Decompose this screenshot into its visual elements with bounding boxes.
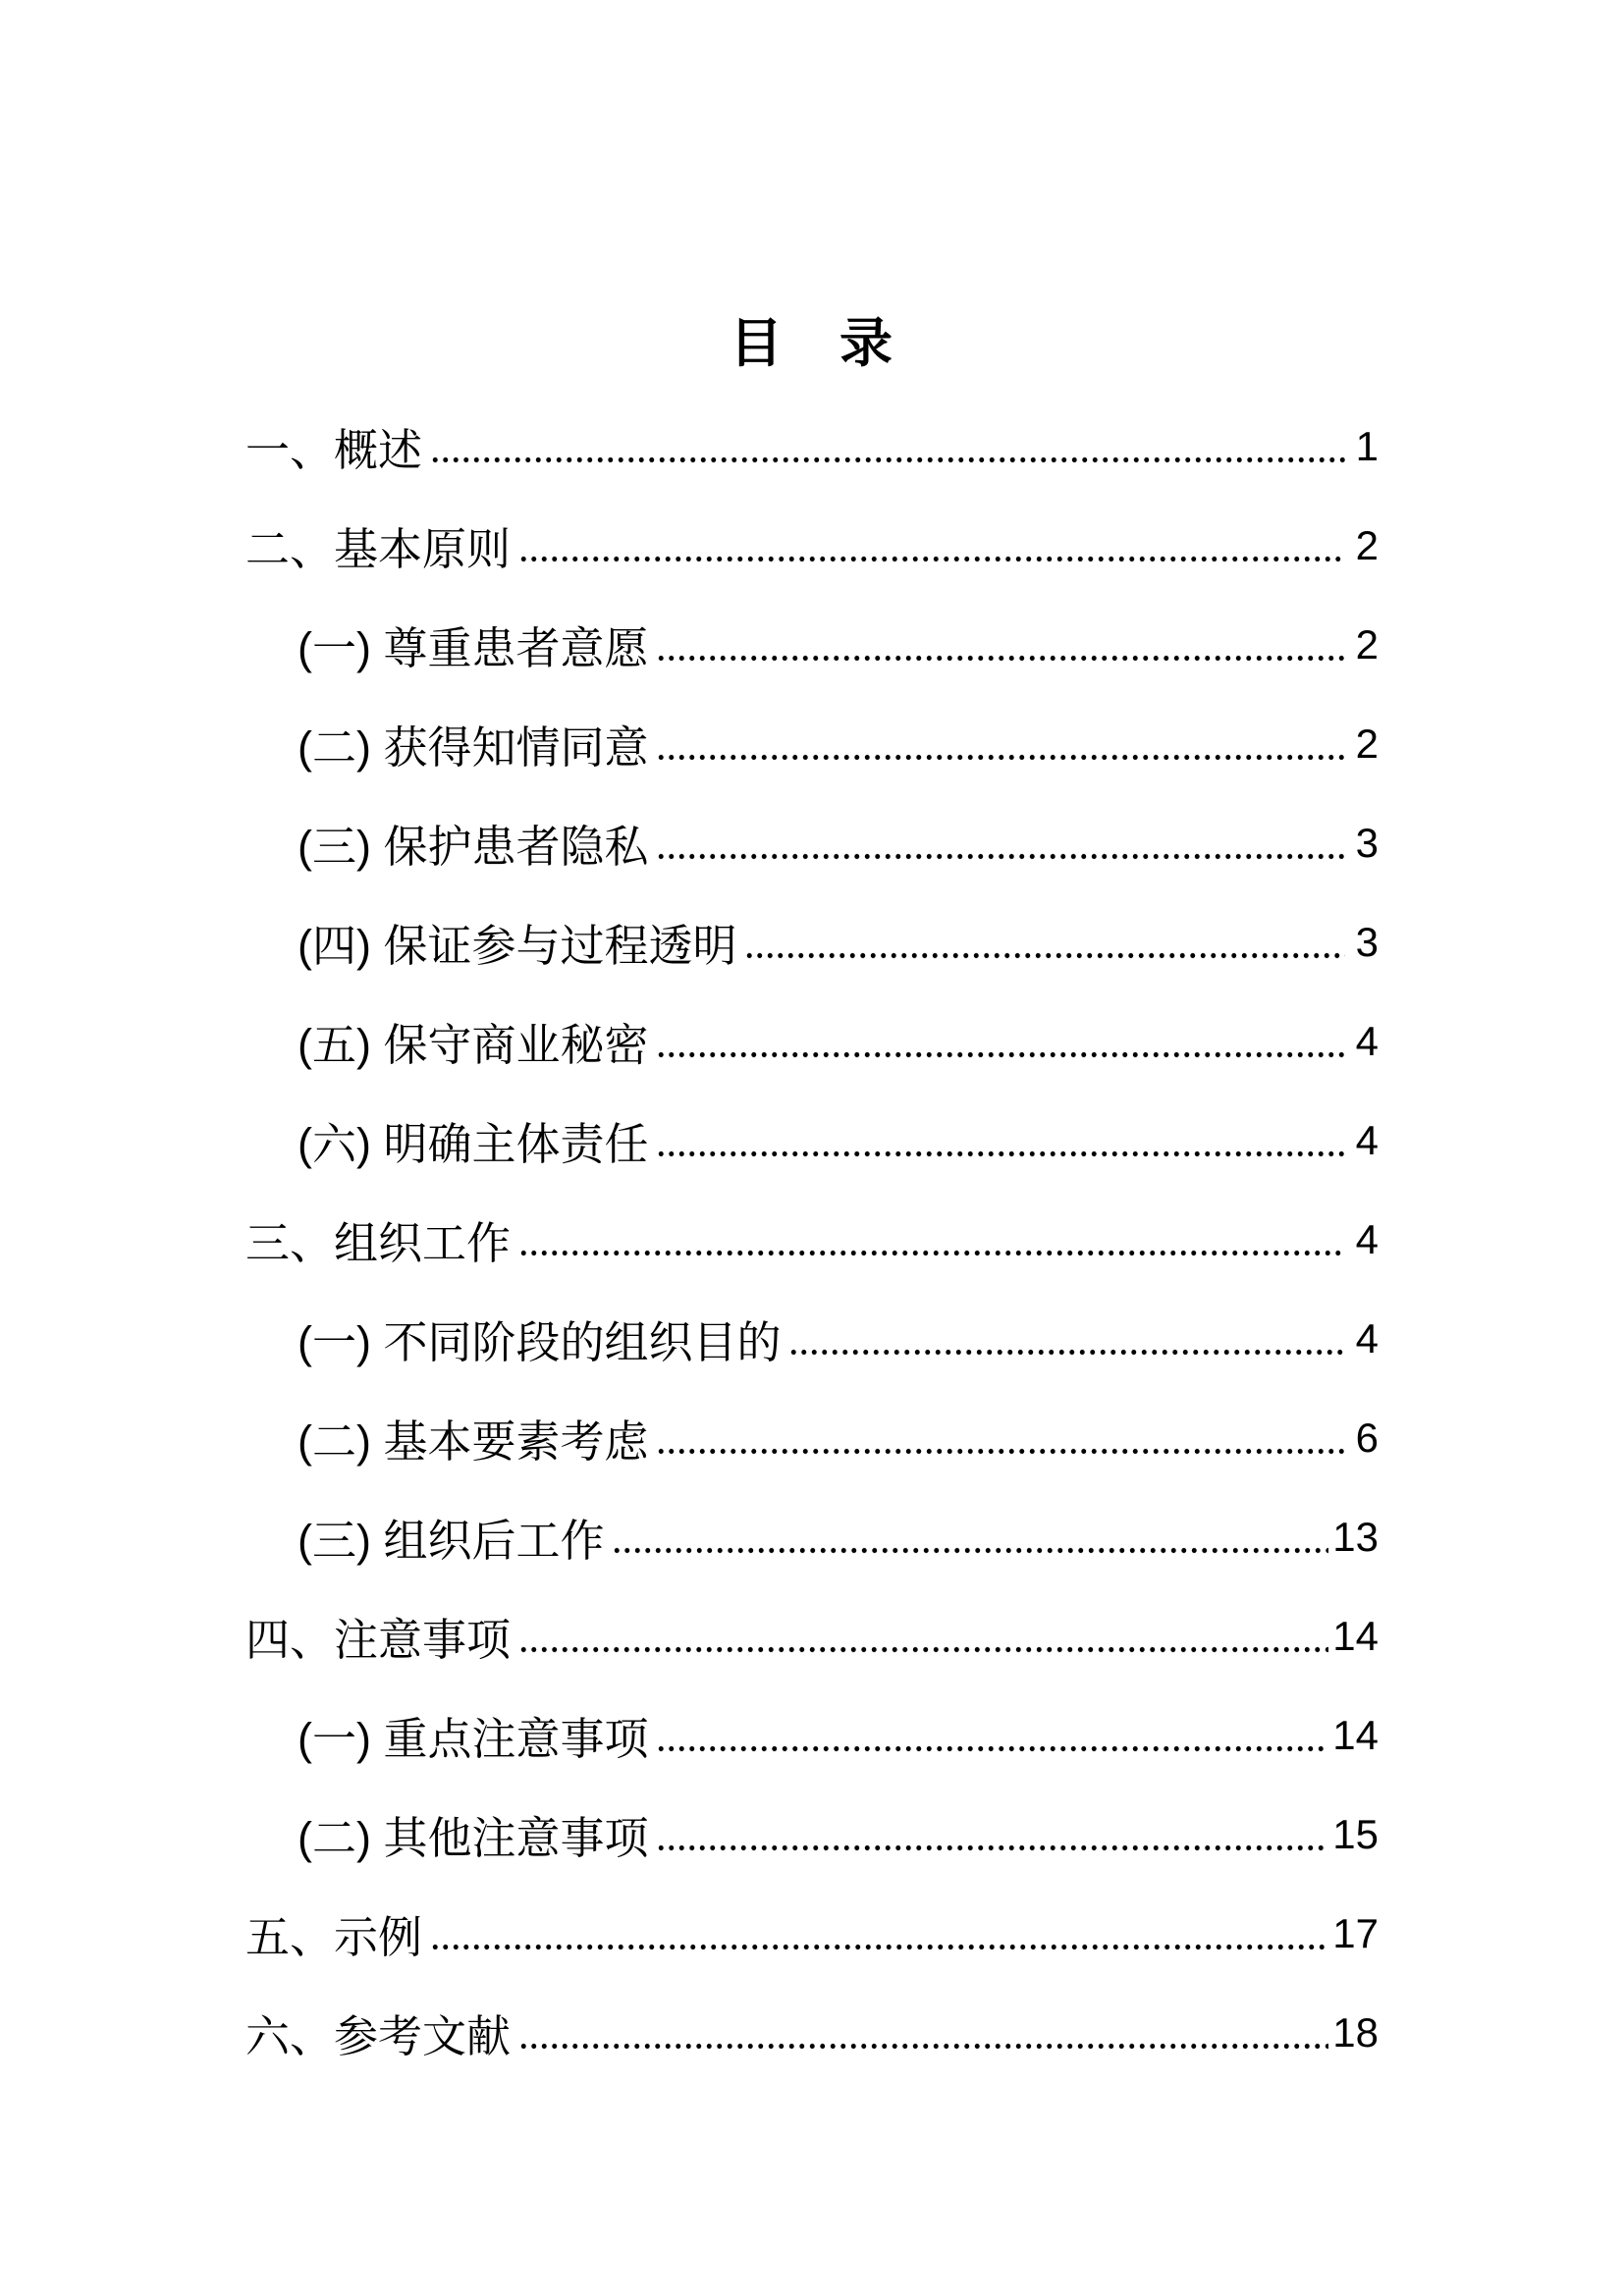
toc-entry-label: (二) 其他注意事项	[298, 1813, 649, 1863]
toc-entry-label: (一) 重点注意事项	[298, 1714, 649, 1764]
toc-entry	[245, 892, 1379, 991]
toc-entry	[245, 1091, 1379, 1190]
toc-entry-label: (五) 保守商业秘密	[298, 1020, 649, 1070]
dot-leader	[656, 1118, 1345, 1162]
toc-page-number: 14	[1332, 1612, 1379, 1659]
toc-entry	[245, 595, 1379, 694]
toc-page-number: 3	[1355, 918, 1379, 965]
toc-page-number: 6	[1355, 1414, 1379, 1461]
toc-page-number: 4	[1355, 1314, 1379, 1362]
toc-entry	[245, 1388, 1379, 1487]
dot-leader	[430, 424, 1345, 468]
toc-page-number: 13	[1332, 1513, 1379, 1560]
toc-page-number: 15	[1332, 1810, 1379, 1857]
toc-page-number: 1	[1355, 422, 1379, 469]
toc-entry	[245, 991, 1379, 1091]
toc-page-number: 4	[1355, 1215, 1379, 1262]
toc-page-number: 4	[1355, 1017, 1379, 1064]
toc-entry	[245, 1487, 1379, 1586]
toc-entry	[245, 1884, 1379, 1983]
dot-leader	[518, 523, 1345, 567]
dot-leader	[656, 1415, 1345, 1460]
toc-page-number: 2	[1355, 620, 1379, 667]
page-title: 目 录	[730, 314, 894, 373]
toc-page-number: 2	[1355, 720, 1379, 767]
toc-page-number: 14	[1332, 1711, 1379, 1758]
toc-entry	[245, 694, 1379, 793]
toc-entry-label: 二、基本原则	[245, 524, 512, 574]
dot-leader	[430, 1911, 1328, 1955]
toc-entry-label: 一、概述	[245, 425, 423, 475]
toc-entry	[245, 1586, 1379, 1685]
toc-entry-label: (二) 获得知情同意	[298, 722, 649, 773]
toc-page-number: 17	[1332, 1909, 1379, 1956]
toc-entry	[245, 793, 1379, 892]
toc-page-number: 3	[1355, 819, 1379, 866]
dot-leader	[518, 1614, 1328, 1658]
toc-entry-label: 四、注意事项	[245, 1615, 512, 1665]
toc-entry	[245, 1190, 1379, 1289]
dot-leader	[656, 1713, 1328, 1757]
toc-page-number: 2	[1355, 521, 1379, 568]
toc-entry-label: (二) 基本要素考虑	[298, 1416, 649, 1467]
dot-leader	[788, 1316, 1345, 1361]
toc-entry	[245, 397, 1379, 496]
toc-entry-label: 五、示例	[245, 1912, 423, 1962]
toc-entry-label: (一) 不同阶段的组织目的	[298, 1317, 782, 1367]
toc-entry	[245, 1785, 1379, 1884]
toc-entry-label: (一) 尊重患者意愿	[298, 623, 649, 673]
dot-leader	[656, 622, 1345, 667]
dot-leader	[656, 821, 1345, 865]
dot-leader	[656, 1812, 1328, 1856]
dot-leader	[518, 2010, 1328, 2055]
toc-entry	[245, 1685, 1379, 1785]
dot-leader	[744, 920, 1345, 964]
toc-entry-label: (六) 明确主体责任	[298, 1119, 649, 1169]
toc-entry	[245, 1983, 1379, 2082]
dot-leader	[612, 1515, 1328, 1559]
dot-leader	[656, 721, 1345, 766]
toc-entry-label: (三) 组织后工作	[298, 1516, 605, 1566]
toc-entry-label: (三) 保护患者隐私	[298, 822, 649, 872]
toc-entry	[245, 1289, 1379, 1388]
toc-page-number: 18	[1332, 2008, 1379, 2056]
toc-entry	[245, 496, 1379, 595]
toc-page-number: 4	[1355, 1116, 1379, 1163]
toc-entry-label: 六、参考文献	[245, 2011, 512, 2061]
dot-leader	[656, 1019, 1345, 1063]
toc-list	[245, 397, 1379, 2082]
dot-leader	[518, 1217, 1345, 1261]
toc-entry-label: 三、组织工作	[245, 1218, 512, 1268]
toc-entry-label: (四) 保证参与过程透明	[298, 921, 737, 971]
